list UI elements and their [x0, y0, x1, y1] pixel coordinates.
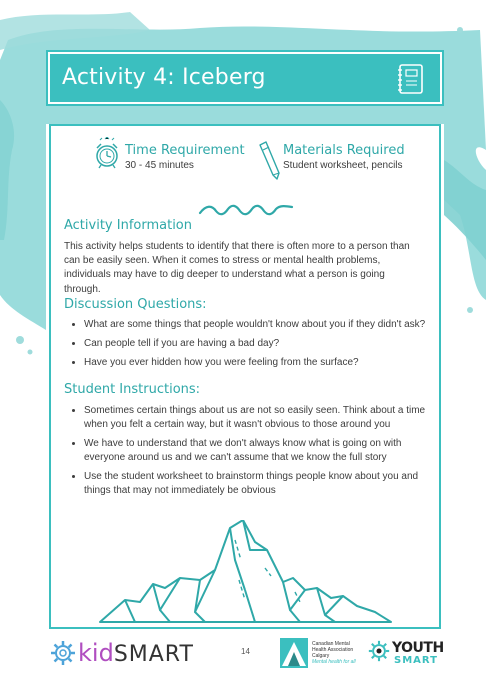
youthsmart-gear-icon: [368, 640, 390, 662]
activity-header: [48, 52, 442, 104]
cmha-logo-text: [312, 641, 356, 665]
youthsmart-logo-title: YOUTH: [392, 640, 444, 656]
student-instruction: • Use the student worksheet to brainstorm things people know about you and things that may not immediately be obvious: [84, 470, 444, 498]
materials-requirement-value: Student worksheet, pencils: [283, 160, 403, 171]
youthsmart-logo-sub: SMART: [394, 655, 438, 666]
activity-title: Activity 4: Iceberg: [62, 65, 266, 90]
page-number: 14: [241, 647, 250, 656]
gear-icon: [50, 640, 76, 666]
student-instruction: • Sometimes certain things about us are not so easily seen. Think about a time when you felt a certain way, but it wasn't obvious to those around you: [84, 404, 444, 432]
discussion-question: • Can people tell if you are having a bad day?: [84, 337, 444, 351]
student-instructions-list: [66, 404, 444, 503]
cmha-line-3: Calgary: [312, 653, 330, 659]
student-instruction: • We have to understand that we don't always know what is going on with everyone around us and we can't assume that we know the full story: [84, 437, 444, 465]
cmha-line-2: Health Association: [312, 647, 354, 653]
discussion-questions-heading: Discussion Questions:: [64, 297, 207, 312]
kidsmart-logo: [78, 639, 194, 667]
iceberg-illustration: [95, 520, 395, 624]
discussion-question: • What are some things that people wouldn't know about you if they didn't ask?: [84, 318, 444, 332]
time-requirement: [125, 143, 245, 171]
discussion-questions-list: [66, 318, 444, 375]
student-instructions-heading: Student Instructions:: [64, 382, 201, 397]
kidsmart-logo-kid: kid: [78, 639, 114, 667]
materials-requirement: [283, 143, 405, 171]
activity-information-heading: Activity Information: [64, 218, 193, 233]
cmha-line-1: Canadian Mental: [312, 641, 350, 647]
pencil-icon: [257, 141, 281, 181]
alarm-clock-icon: [92, 137, 122, 171]
kidsmart-logo-smart: SMART: [113, 642, 194, 667]
activity-information-text: This activity helps students to identify that there is often more to a person than can be easily seen. When it comes to stress or mental health problems, individuals may have to dig deeper to understand what a person is going through.: [64, 241, 410, 295]
cmha-logo-icon: [280, 638, 308, 668]
time-requirement-label: Time Requirement: [125, 143, 245, 158]
notebook-icon: [396, 63, 426, 95]
cmha-tagline: Mental health for all: [312, 659, 356, 665]
squiggle-divider: [198, 203, 294, 217]
discussion-question: • Have you ever hidden how you were feeling from the surface?: [84, 356, 444, 370]
materials-requirement-label: Materials Required: [283, 143, 405, 158]
time-requirement-value: 30 - 45 minutes: [125, 160, 194, 171]
